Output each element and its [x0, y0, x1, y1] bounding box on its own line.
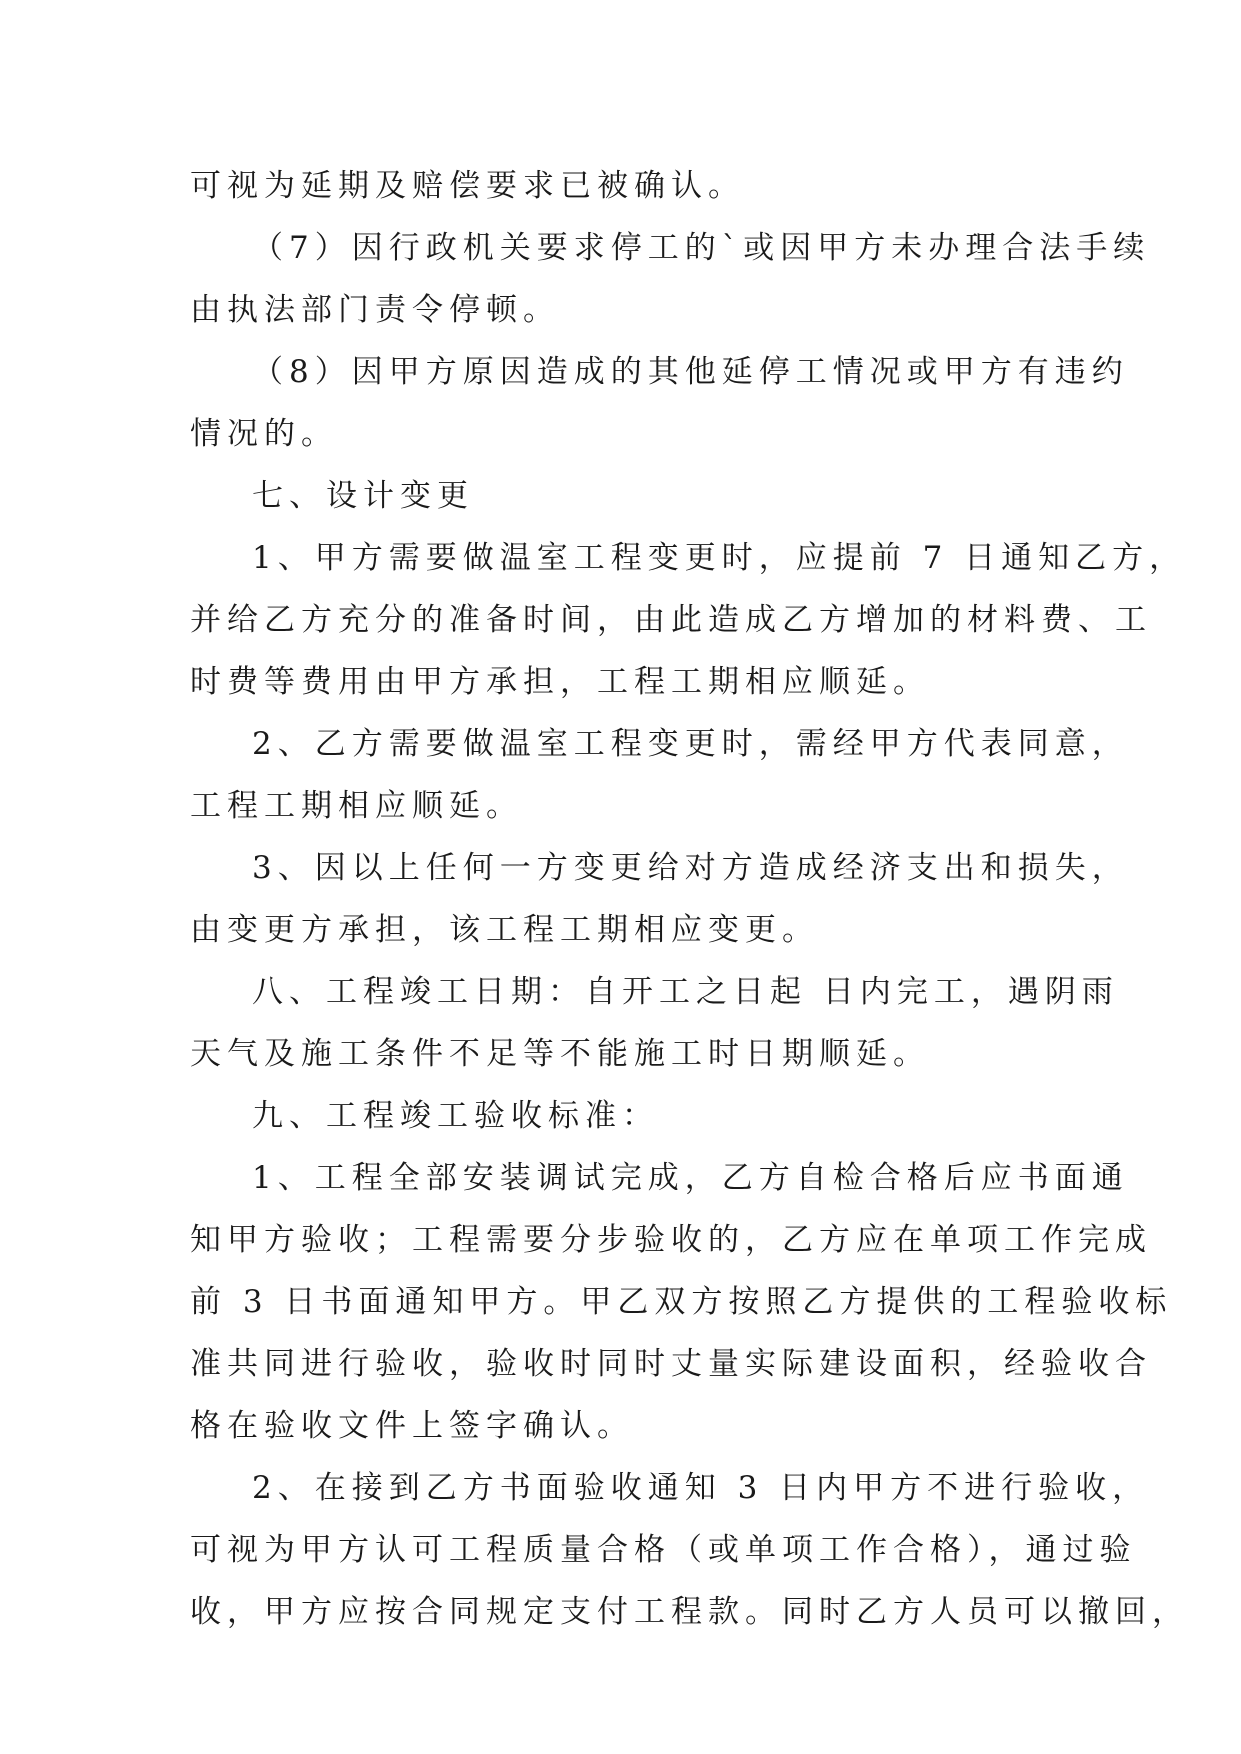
text-line: 由执法部门责令停顿。 — [190, 292, 560, 328]
text-line: 天气及施工条件不足等不能施工时日期顺延。 — [190, 1036, 930, 1072]
text-line: 可视为延期及赔偿要求已被确认。 — [190, 168, 745, 204]
clause-7-3-start: 3、因以上任何一方变更给对方造成经济支出和损失， — [252, 850, 1129, 886]
text-line: 格在验收文件上签字确认。 — [190, 1408, 634, 1444]
text-line: 并给乙方充分的准备时间，由此造成乙方增加的材料费、工 — [190, 602, 1152, 638]
text-line: 工程工期相应顺延。 — [190, 788, 523, 824]
text-line: 时费等费用由甲方承担，工程工期相应顺延。 — [190, 664, 930, 700]
paragraph-8-start: （8）因甲方原因造成的其他延停工情况或甲方有违约 — [252, 354, 1129, 390]
section-heading-acceptance-standard: 九、工程竣工验收标准： — [252, 1098, 659, 1134]
clause-9-2-start: 2、在接到乙方书面验收通知 3 日内甲方不进行验收， — [252, 1470, 1150, 1506]
paragraph-7-start: （7）因行政机关要求停工的`或因甲方未办理合法手续 — [252, 230, 1151, 266]
clause-7-1-start: 1、甲方需要做温室工程变更时，应提前 7 日通知乙方， — [252, 540, 1187, 576]
text-line: 知甲方验收；工程需要分步验收的，乙方应在单项工作完成 — [190, 1222, 1152, 1258]
text-line: 可视为甲方认可工程质量合格（或单项工作合格），通过验 — [190, 1532, 1137, 1568]
text-line: 收，甲方应按合同规定支付工程款。同时乙方人员可以撤回， — [190, 1594, 1189, 1630]
text-line: 情况的。 — [190, 416, 338, 452]
text-line: 准共同进行验收，验收时同时丈量实际建设面积，经验收合 — [190, 1346, 1152, 1382]
section-heading-design-change: 七、设计变更 — [252, 478, 474, 514]
clause-7-2-start: 2、乙方需要做温室工程变更时，需经甲方代表同意， — [252, 726, 1129, 762]
clause-9-1-start: 1、工程全部安装调试完成，乙方自检合格后应书面通 — [252, 1160, 1129, 1196]
section-heading-completion-date: 八、工程竣工日期：自开工之日起 日内完工，遇阴雨 — [252, 974, 1119, 1010]
text-line: 由变更方承担，该工程工期相应变更。 — [190, 912, 819, 948]
document-body — [190, 155, 1189, 1643]
text-line: 前 3 日书面通知甲方。甲乙双方按照乙方提供的工程验收标 — [190, 1284, 1173, 1320]
